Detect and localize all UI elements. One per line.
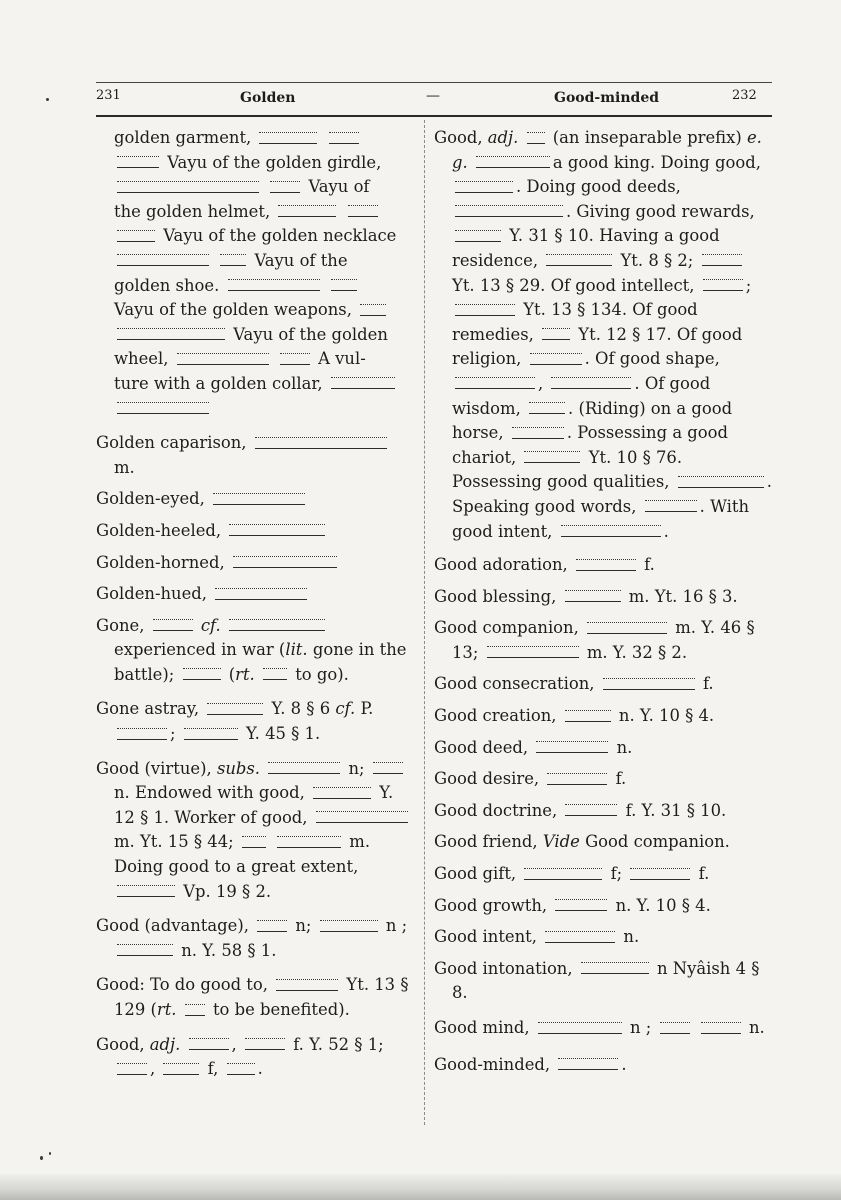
avestan-script xyxy=(702,254,742,266)
avestan-script xyxy=(348,205,378,217)
entry-headword: Golden-hued, xyxy=(96,584,208,604)
entry-headword: Good friend, xyxy=(434,832,538,852)
avestan-script xyxy=(703,279,743,291)
entry-text: (Riding) on a good horse, xyxy=(452,398,733,443)
entry-text: Possessing a good chariot, xyxy=(452,423,729,467)
avestan-script xyxy=(536,741,608,753)
entry-headword: Good creation, xyxy=(434,706,557,726)
entry-text: n. xyxy=(623,927,640,947)
page-number-left: 231 xyxy=(96,88,121,103)
avestan-script xyxy=(270,181,300,193)
entry-text: 13 § 134. Of good remedies, xyxy=(452,300,698,344)
entry-text: Y. 8 § 6 xyxy=(271,699,331,719)
entry-text: good, xyxy=(715,152,761,172)
avestan-script xyxy=(183,668,221,680)
entry-text: 46 § 13; xyxy=(452,618,755,662)
avestan-script xyxy=(476,156,550,168)
entry-text: Speaking xyxy=(452,496,530,516)
entry-good-creation xyxy=(434,704,772,729)
entry-text: f, xyxy=(207,1059,219,1079)
entry-good-adoration xyxy=(434,553,772,578)
avestan-script xyxy=(259,132,317,144)
avestan-script xyxy=(331,279,357,291)
header-dash: — xyxy=(426,88,440,104)
entry-text: Yt. xyxy=(523,300,546,320)
entry-good-minded: Good-minded, . xyxy=(434,1054,627,1074)
entry-text: ture with a golden collar, xyxy=(114,373,323,393)
entry-golden-horned xyxy=(96,551,412,576)
entry-golden-hued xyxy=(96,582,412,607)
entry-headword: Golden caparison, xyxy=(96,433,247,453)
entry-text: Y. 31 § 10. Having xyxy=(509,226,659,246)
entry-text: P. xyxy=(360,699,374,719)
entry-text: deeds, xyxy=(626,177,681,197)
avestan-script xyxy=(373,762,403,774)
entry-text: rewards, xyxy=(681,201,755,221)
avestan-script xyxy=(177,353,269,365)
avestan-script xyxy=(455,377,535,389)
entry-good-advantage xyxy=(96,914,412,963)
entry-text: Vp. 19 § 2. xyxy=(183,881,272,901)
avestan-script xyxy=(530,353,582,365)
avestan-script xyxy=(538,1022,622,1034)
entry-text: f; xyxy=(610,864,623,884)
entry-good-doctrine xyxy=(434,799,772,824)
avestan-script xyxy=(524,451,580,463)
entry-text: n ; xyxy=(630,1018,652,1037)
avestan-script xyxy=(565,804,617,816)
entry-text: n. xyxy=(748,1018,765,1037)
abbr-rt: rt. xyxy=(156,1000,177,1019)
column-divider xyxy=(424,120,425,1125)
avestan-script xyxy=(561,525,661,537)
avestan-script xyxy=(117,254,209,266)
avestan-script xyxy=(313,787,371,799)
entry-text: (an inseparable prefix) xyxy=(552,128,742,147)
avestan-script xyxy=(547,773,607,785)
avestan-script xyxy=(163,1063,199,1075)
entry-headword: Good desire, xyxy=(434,769,540,789)
avestan-script xyxy=(455,205,563,217)
entry-text: Yt. 13 § 29. Of good xyxy=(452,275,617,295)
avestan-script xyxy=(455,181,513,193)
entry-text: Y. 45 § 1. xyxy=(245,724,321,744)
avestan-script xyxy=(117,1063,147,1075)
entry-text: A vul- xyxy=(318,349,366,369)
entry-headword: Good intent, xyxy=(434,927,537,947)
entry-text: n; xyxy=(348,758,365,778)
entry-good-to-do-good xyxy=(96,973,412,1022)
entry-text: Good companion. xyxy=(585,832,730,852)
avestan-script xyxy=(117,230,155,242)
avestan-script xyxy=(701,1022,741,1034)
avestan-script xyxy=(255,437,387,449)
entry-good-deed xyxy=(434,736,772,761)
avestan-script xyxy=(229,524,325,536)
entry-good-consecration xyxy=(434,672,772,697)
avestan-script xyxy=(185,1004,205,1016)
entry-text: Yt. 10 § 76. Possessing good xyxy=(452,447,683,492)
entry-text: m. Doing good to a great xyxy=(114,832,371,877)
entry-text: golden shoe. xyxy=(114,275,220,295)
entry-text: gone in the battle); xyxy=(114,640,407,684)
entry-text: 13 § 129 ( xyxy=(114,975,409,1019)
entry-text: intellect, xyxy=(621,275,695,295)
avestan-script xyxy=(630,868,690,880)
entry-gone: Gone, cf. experienced in war (lit. gone in the battle); (rt. to go). xyxy=(96,615,407,684)
entry-text: the golden helmet, xyxy=(114,201,271,221)
entry-text: qualities, xyxy=(593,472,670,492)
avestan-script xyxy=(117,328,225,340)
entry-text: a good residence, xyxy=(452,226,720,270)
avestan-script xyxy=(603,678,695,690)
entry-text: in war ( xyxy=(221,640,286,660)
avestan-script xyxy=(117,402,209,414)
entry-good-mind xyxy=(434,1016,772,1041)
entry-text: With good xyxy=(452,496,750,541)
entry-good-adj-left: Good, adj. , f. Y. 52 § 1; , f, . xyxy=(96,1034,384,1079)
avestan-script xyxy=(558,1058,618,1070)
entry-text: n. Endowed with good, xyxy=(114,783,305,803)
avestan-script xyxy=(512,427,564,439)
page-bottom-edge xyxy=(0,1174,841,1200)
abbr-adj: adj. xyxy=(487,128,519,147)
avestan-script xyxy=(215,588,307,600)
avestan-script xyxy=(278,205,336,217)
entry-text: Vayu of the golden girdle, xyxy=(167,152,382,172)
entry-text: Yt. xyxy=(620,250,644,270)
entry-good-blessing xyxy=(434,585,772,610)
entry-text: golden garment, xyxy=(114,128,252,147)
entry-text: Vayu of xyxy=(308,177,370,197)
entry-text: good words, xyxy=(534,496,637,516)
avestan-script xyxy=(542,328,570,340)
entry-good-intent xyxy=(434,925,772,950)
entry-text: wheel, xyxy=(114,349,169,369)
avestan-script xyxy=(329,132,359,144)
running-header xyxy=(96,88,770,112)
entry-text: m. Y. 32 § 2. xyxy=(586,642,688,662)
avestan-script xyxy=(551,377,631,389)
entry-text: m. Yt. 16 § 3. xyxy=(628,586,738,606)
entry-text: n Nyâish xyxy=(657,958,731,978)
avestan-script xyxy=(455,304,515,316)
entry-headword: Good intonation, xyxy=(434,958,573,978)
abbr-eg: e. g. xyxy=(452,128,762,172)
entry-text: a good king. Doing xyxy=(552,152,710,172)
entry-headword: Good consecration, xyxy=(434,674,595,694)
top-rule xyxy=(96,82,772,83)
header-rule xyxy=(96,115,772,117)
avestan-script xyxy=(276,979,338,991)
right-column xyxy=(434,126,772,1084)
entry-headword: Good, xyxy=(96,1034,145,1054)
entry-text: intent, xyxy=(497,521,553,541)
entry-text: Yt. xyxy=(346,975,370,995)
entry-good-growth xyxy=(434,894,772,919)
page-number-right: 232 xyxy=(732,88,757,103)
entry-headword: Gone astray, xyxy=(96,699,200,719)
guide-word-right: Good-minded xyxy=(554,90,660,106)
entry-text: Of good shape, xyxy=(595,349,720,369)
abbr-cf: cf. xyxy=(200,615,221,635)
avestan-script xyxy=(524,868,602,880)
entry-headword: Gone, xyxy=(96,615,145,635)
avestan-script xyxy=(645,500,697,512)
entry-text: m. Y. xyxy=(675,618,716,638)
entry-text: f. xyxy=(702,674,714,694)
entry-text: n. Y. 10 § 4. xyxy=(618,706,715,726)
guide-word-left: Golden xyxy=(240,90,296,106)
entry-headword: Golden-eyed, xyxy=(96,489,205,509)
avestan-script xyxy=(213,493,305,505)
avestan-script xyxy=(117,181,259,193)
avestan-script xyxy=(545,931,615,943)
ink-speck xyxy=(49,1152,51,1155)
entry-golden-heeled xyxy=(96,519,412,544)
entry-headword: Good, xyxy=(434,128,483,147)
entry-headword: Good (advantage), xyxy=(96,916,249,936)
avestan-script xyxy=(360,304,386,316)
avestan-script xyxy=(229,619,325,631)
avestan-script xyxy=(277,836,341,848)
avestan-script xyxy=(316,811,408,823)
ink-speck xyxy=(46,98,49,101)
avestan-script xyxy=(233,556,337,568)
entry-headword: Good companion, xyxy=(434,618,579,638)
entry-text: f. xyxy=(615,769,627,789)
entry-good-virtue xyxy=(96,757,412,905)
entry-good-friend xyxy=(434,830,772,855)
avestan-script xyxy=(320,920,378,932)
avestan-script xyxy=(576,559,636,571)
entry-golden-eyed xyxy=(96,487,412,512)
entry-good-intonation xyxy=(434,957,772,1006)
avestan-script xyxy=(207,703,263,715)
avestan-script xyxy=(529,402,565,414)
entry-text: experienced xyxy=(114,640,216,660)
avestan-script xyxy=(555,899,607,911)
avestan-script xyxy=(268,762,340,774)
avestan-script xyxy=(455,230,501,242)
entry-text: n. Y. 10 § 4. xyxy=(615,895,711,915)
avestan-script xyxy=(678,476,764,488)
avestan-script xyxy=(587,622,667,634)
avestan-script xyxy=(245,1038,285,1050)
ink-speck xyxy=(40,1156,43,1160)
entry-headword: Good deed, xyxy=(434,737,529,757)
entry-headword: Golden-heeled, xyxy=(96,520,222,540)
avestan-script xyxy=(184,728,238,740)
avestan-script xyxy=(117,885,175,897)
entry-good-adj-prefix: Good, adj. (an inseparable prefix) e. g. a good king. Doing good, . Doing good deeds, . Giving good rewards, Y. 31 § 10. Having a good residence, Yt. 8 § 2; Yt. 13 § 29. Of good intellect, ; Yt. 13 § 134. Of good remedies, Yt. 12 § 17. Of good religion, . Of good shape, , . Of good wisdom, . (Riding) on a good horse, . Possessing a good chariot, Yt. 10 § 76. Possessing good qualities, . Speaking good words, . With good intent, . xyxy=(434,128,772,541)
entry-golden-caparison xyxy=(96,431,412,480)
avestan-script xyxy=(581,962,649,974)
entry-headword: Good-minded, xyxy=(434,1054,551,1074)
avestan-script xyxy=(527,132,545,144)
avestan-script xyxy=(153,619,193,631)
entry-headword: Good mind, xyxy=(434,1018,530,1037)
avestan-script xyxy=(280,353,310,365)
entry-text: n. xyxy=(616,737,633,757)
abbr-rt: rt. xyxy=(235,664,255,684)
entry-text: n. Y. 58 § 1. xyxy=(181,940,277,960)
entry-text: Yt. 12 § 17. Of good religion, xyxy=(452,324,743,369)
entry-text: Y. 12 § 1. Worker of good, xyxy=(114,783,394,827)
avestan-script xyxy=(263,668,287,680)
entry-text: to be benefited). xyxy=(212,1000,350,1019)
avestan-script xyxy=(189,1038,229,1050)
entry-headword: Good growth, xyxy=(434,895,548,915)
abbr-cf: cf. xyxy=(335,699,356,719)
abbr-lit: lit. xyxy=(285,640,308,660)
entry-text: m. xyxy=(114,457,135,477)
avestan-script xyxy=(331,377,395,389)
entry-headword: Good gift, xyxy=(434,864,517,884)
entry-golden-continued xyxy=(96,126,412,421)
entry-good-desire xyxy=(434,767,772,792)
entry-headword: Good blessing, xyxy=(434,586,557,606)
avestan-script xyxy=(565,590,621,602)
entry-text: extent, xyxy=(300,857,359,877)
entry-gone-astray: Gone astray, Y. 8 § 6 cf. P. ; Y. 45 § 1. xyxy=(96,699,374,744)
entry-headword: Good adoration, xyxy=(434,555,568,575)
entry-headword: Good doctrine, xyxy=(434,800,558,820)
entry-headword: Golden-horned, xyxy=(96,552,225,572)
entry-text: n; xyxy=(295,916,312,936)
entry-text: to go). xyxy=(295,664,349,684)
entry-headword: Good: To do good to, xyxy=(96,975,268,995)
entry-text: 8 § 2; xyxy=(648,250,694,270)
abbr-adj: adj. xyxy=(149,1034,181,1054)
avestan-script xyxy=(117,944,173,956)
entry-text: Of good wisdom, xyxy=(452,373,711,418)
avestan-script xyxy=(546,254,612,266)
entry-text: Vayu of the golden xyxy=(233,324,388,344)
avestan-script xyxy=(117,156,159,168)
entry-text: Doing good xyxy=(526,177,622,197)
entry-text: Vayu of the golden necklace xyxy=(163,226,397,246)
avestan-script xyxy=(565,710,611,722)
avestan-script xyxy=(227,1063,255,1075)
entry-text: 4 § 8. xyxy=(452,958,760,1003)
entry-text: m. Yt. 15 § 44; xyxy=(114,832,234,852)
left-column xyxy=(96,126,412,1089)
avestan-script xyxy=(117,728,167,740)
abbr-vide: Vide xyxy=(542,832,580,852)
entry-good-companion xyxy=(434,616,772,665)
entry-text: f. Y. 52 § 1; xyxy=(293,1034,384,1054)
entry-text: Giving good xyxy=(576,201,677,221)
entry-text: f. xyxy=(698,864,710,884)
avestan-script xyxy=(220,254,246,266)
avestan-script xyxy=(228,279,320,291)
entry-text: n ; xyxy=(385,916,408,936)
entry-text: f. xyxy=(644,555,655,575)
avestan-script xyxy=(660,1022,690,1034)
entry-good-gift xyxy=(434,862,772,887)
entry-text: Vayu of the xyxy=(254,250,348,270)
entry-text: f. Y. 31 § 10. xyxy=(625,800,727,820)
abbr-subs: subs. xyxy=(216,758,261,778)
entry-text: Vayu of the golden weapons, xyxy=(114,300,352,320)
avestan-script xyxy=(242,836,266,848)
entry-headword: Good (virtue), xyxy=(96,758,212,778)
avestan-script xyxy=(487,646,579,658)
avestan-script xyxy=(257,920,287,932)
